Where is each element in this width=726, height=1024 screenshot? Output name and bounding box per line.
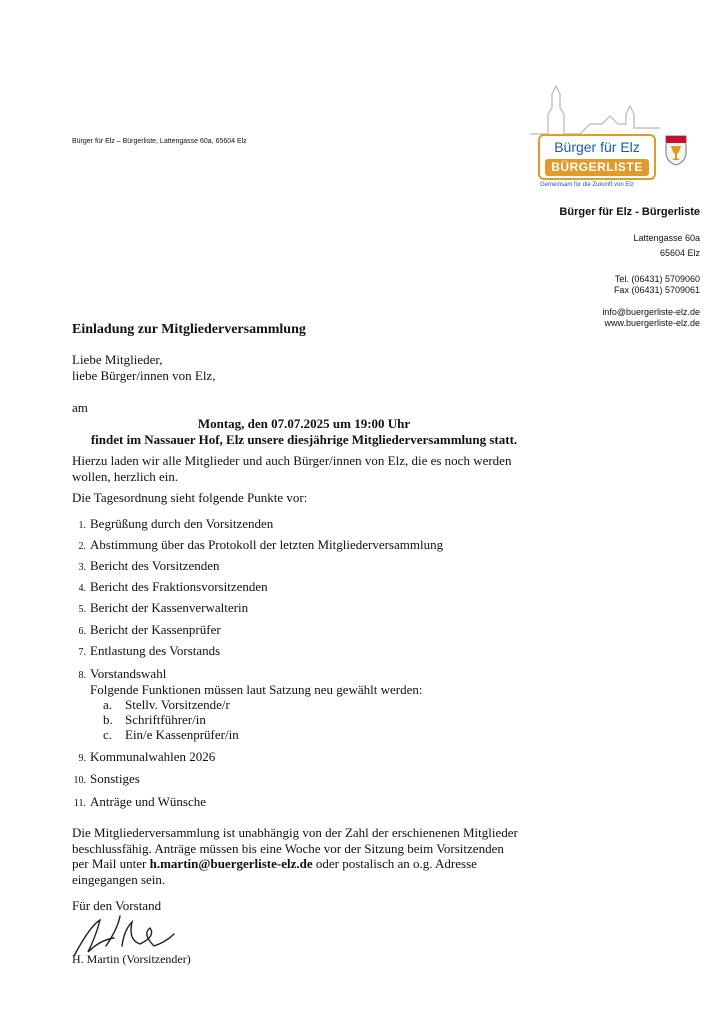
- agenda-text: Bericht der Kassenprüfer: [90, 622, 221, 637]
- closing-line-4: eingegangen sein.: [72, 872, 166, 887]
- contact-email[interactable]: h.martin@buergerliste-elz.de: [149, 856, 313, 871]
- closing-line-1: Die Mitgliederversammlung ist unabhängig von der Zahl der erschienenen Mitglieder: [72, 825, 518, 840]
- sign-off: Für den Vorstand: [72, 898, 162, 913]
- date-prefix: am: [72, 400, 88, 415]
- agenda-item-4: [70, 579, 268, 595]
- agenda-item-3: [70, 558, 220, 574]
- election-role-c: [103, 727, 239, 743]
- sender-address-line: Bürger für Elz – Bürgerliste, Lattengasse 60a, 65604 Elz: [72, 138, 247, 145]
- org-street: Lattengasse 60a: [633, 233, 700, 243]
- agenda-number: 7.: [78, 647, 86, 658]
- agenda-text: Abstimmung über das Protokoll der letzten Mitgliederversammlung: [90, 537, 444, 552]
- organization-name: Bürger für Elz - Bürgerliste: [559, 206, 700, 218]
- role-letter: a.: [103, 697, 113, 712]
- role-letter: b.: [103, 712, 113, 727]
- org-fax: Fax (06431) 5709061: [613, 285, 700, 295]
- letter-title: Einladung zur Mitgliederversammlung: [72, 322, 306, 337]
- agenda-intro: Die Tagesordnung sieht folgende Punkte vor:: [72, 490, 308, 505]
- agenda-number: 2.: [78, 541, 86, 552]
- agenda-text: Bericht der Kassenverwalterin: [90, 600, 249, 615]
- agenda-number: 6.: [78, 626, 86, 637]
- agenda-item-11: [70, 794, 206, 810]
- agenda-number: 3.: [78, 562, 86, 573]
- logo-title: Bürger für Elz: [554, 139, 640, 155]
- agenda-number: 1.: [78, 520, 86, 531]
- agenda-item-7: [70, 643, 220, 659]
- agenda-text: Sonstiges: [90, 771, 140, 786]
- skyline-icon: [530, 84, 660, 136]
- role-text: Schriftführer/in: [125, 712, 206, 727]
- invitation-line-2: wollen, herzlich ein.: [72, 469, 179, 484]
- closing-line-3: [72, 856, 477, 872]
- agenda-item-8: [70, 666, 166, 682]
- agenda-item-10: [70, 771, 140, 787]
- agenda-item-6: [70, 622, 221, 638]
- agenda-item-2: [70, 537, 443, 553]
- agenda-item-5: [70, 600, 248, 616]
- agenda-text: Begrüßung durch den Vorsitzenden: [90, 516, 274, 531]
- agenda-text: Vorstandswahl: [90, 666, 167, 681]
- agenda-number: 8.: [78, 670, 86, 681]
- agenda-item-1: [70, 516, 273, 532]
- closing-text: oder postalisch an o.g. Adresse: [312, 856, 477, 871]
- greeting-line-1: Liebe Mitglieder,: [72, 352, 163, 367]
- org-email[interactable]: info@buergerliste-elz.de: [602, 307, 700, 317]
- agenda-text: Bericht des Fraktionsvorsitzenden: [90, 579, 268, 594]
- election-role-b: [103, 712, 206, 728]
- org-phone: Tel. (06431) 5709060: [614, 274, 700, 284]
- meeting-date: Montag, den 07.07.2025 um 19:00 Uhr: [197, 416, 411, 431]
- agenda-number: 4.: [78, 583, 86, 594]
- closing-text: per Mail unter: [72, 856, 150, 871]
- org-city: 65604 Elz: [659, 248, 700, 258]
- org-website[interactable]: www.buergerliste-elz.de: [604, 318, 700, 328]
- election-note: Folgende Funktionen müssen laut Satzung neu gewählt werden:: [90, 682, 423, 697]
- election-role-a: [103, 697, 230, 713]
- agenda-number: 5.: [78, 604, 86, 615]
- agenda-text: Anträge und Wünsche: [90, 794, 207, 809]
- greeting-line-2: liebe Bürger/innen von Elz,: [72, 368, 216, 383]
- role-letter: c.: [103, 727, 113, 742]
- logo: [530, 84, 688, 196]
- role-text: Ein/e Kassenprüfer/in: [125, 727, 239, 742]
- logo-subtitle: BÜRGERLISTE: [545, 159, 649, 176]
- agenda-text: Bericht des Vorsitzenden: [90, 558, 220, 573]
- closing-line-2: beschlussfähig. Anträge müssen bis eine Woche vor der Sitzung beim Vorsitzenden: [72, 841, 504, 856]
- agenda-number: 9.: [78, 753, 86, 764]
- invitation-line-1: Hierzu laden wir alle Mitglieder und auch Bürger/innen von Elz, die es noch werden: [72, 453, 512, 468]
- meeting-venue: findet im Nassauer Hof, Elz unsere diesjährige Mitgliederversammlung statt.: [90, 432, 518, 447]
- agenda-item-9: [70, 749, 215, 765]
- agenda-number: 11.: [73, 798, 86, 809]
- signatory-name: H. Martin (Vorsitzender): [72, 952, 191, 966]
- agenda-text: Kommunalwahlen 2026: [90, 749, 216, 764]
- agenda-number: 10.: [73, 775, 86, 786]
- coat-of-arms-icon: [664, 134, 688, 166]
- logo-tagline: Gemeinsam für die Zukunft von Elz: [540, 182, 634, 188]
- role-text: Stellv. Vorsitzende/r: [125, 697, 230, 712]
- logo-badge: [538, 134, 656, 180]
- agenda-text: Entlastung des Vorstands: [90, 643, 221, 658]
